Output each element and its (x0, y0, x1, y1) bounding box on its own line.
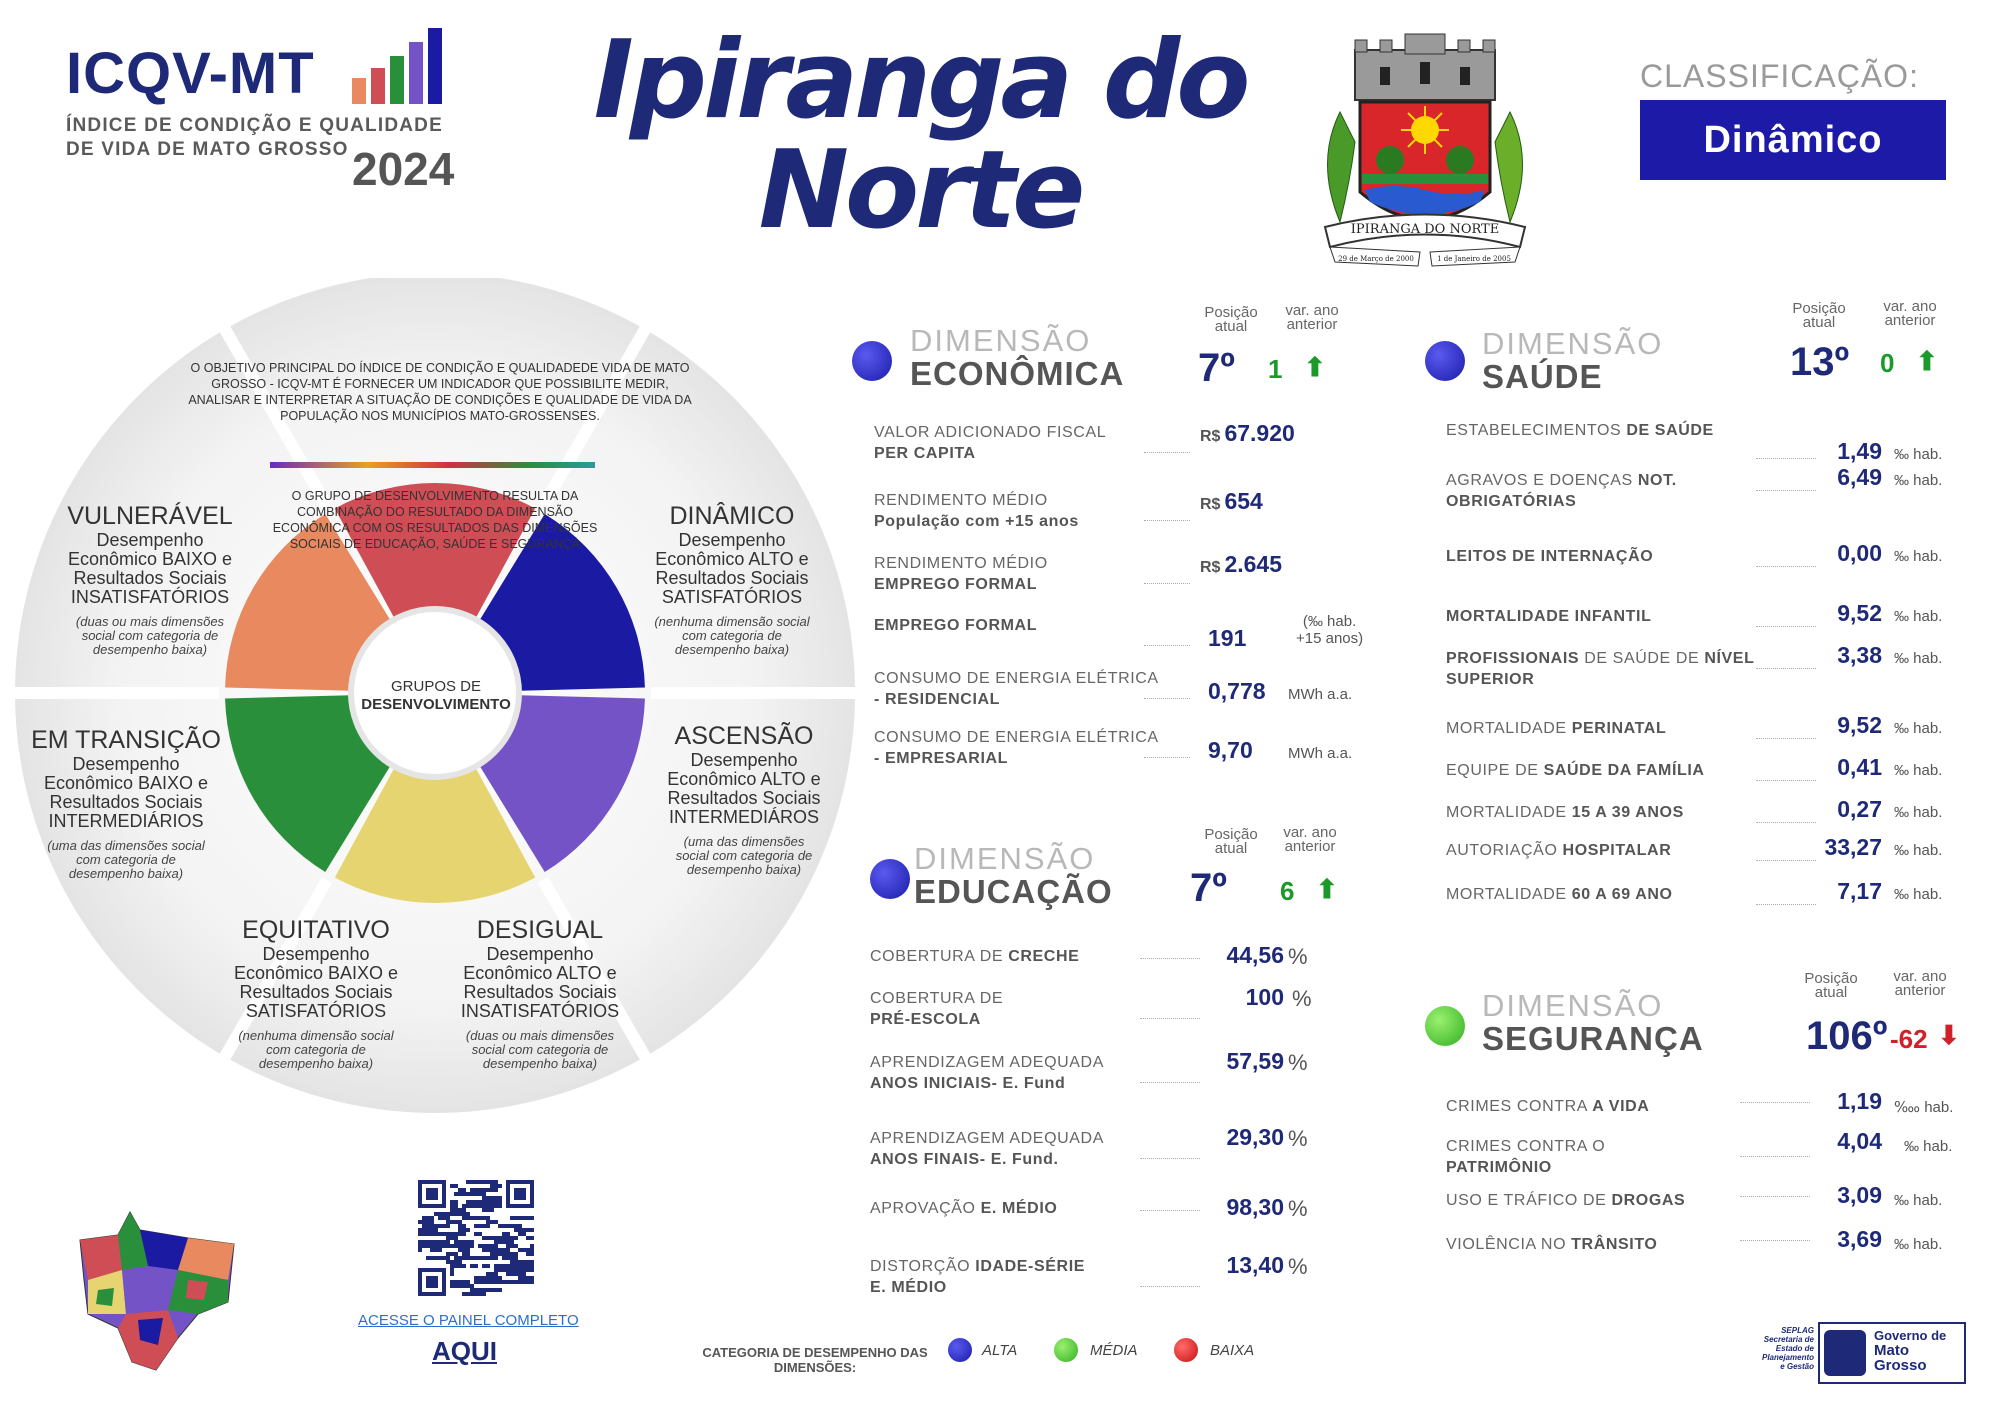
educacao-row-value: 100 (1245, 984, 1284, 1010)
municipality-line2: Norte (758, 128, 1082, 253)
educacao-row-label (870, 988, 1170, 1030)
group-ascensao-desc: Desempenho Econômico ALTO e Resultados Sociais INTERMEDIÁROS (667, 750, 821, 827)
row-label-line1 (1446, 760, 1776, 781)
saude-row-unit: ‰ hab. (1894, 886, 1943, 903)
logo-year: 2024 (352, 143, 455, 195)
row-label-line2: - RESIDENCIAL (874, 691, 1001, 708)
label-part: MORTALIDADE (1446, 804, 1572, 821)
group-ascensao-title: ASCENSÃO (674, 722, 814, 750)
legend-media: MÉDIA (1090, 1342, 1138, 1359)
row-dots (1140, 1286, 1200, 1287)
var-l1: var. ano (1285, 302, 1339, 319)
row-dots (1140, 1082, 1200, 1083)
legend-baixa: BAIXA (1210, 1342, 1255, 1359)
logo-bars-icon (352, 28, 462, 104)
economica-var-header (1272, 304, 1352, 332)
row-dots (1140, 958, 1200, 959)
panel-link[interactable]: ACESSE O PAINEL COMPLETO (358, 1312, 579, 1329)
group-equitativo-desc: Desempenho Econômico BAIXO e Resultados Sociais SATISFATÓRIOS (233, 944, 399, 1021)
pos-l1: Posição (1204, 304, 1258, 321)
saude-row-value: 9,52 (1837, 712, 1882, 738)
row-label-line1 (870, 988, 1170, 1009)
educacao-pos-header (1196, 828, 1266, 856)
group-equitativo (218, 916, 414, 1071)
economica-row-label (874, 615, 1174, 636)
educacao-title-name: EDUCAÇÃO (914, 873, 1113, 910)
row-label-line1 (1446, 1190, 1776, 1211)
educacao-row-label (870, 1052, 1170, 1094)
economica-row-unit (1288, 686, 1352, 703)
unit-line1: MWh a.a. (1288, 745, 1353, 762)
seguranca-row-unit: ‰ hab. (1904, 1138, 1953, 1155)
saude-var-header (1870, 300, 1950, 328)
seguranca-row-label (1446, 1136, 1776, 1178)
row-label-line2: - EMPRESARIAL (874, 750, 1009, 767)
legend-dot-media (1054, 1338, 1078, 1362)
economica-var: 1 (1268, 354, 1283, 384)
group-desigual-note: (duas ou mais dimensões social com categoria de desempenho baixa) (465, 1028, 615, 1071)
saude-row-unit: ‰ hab. (1894, 720, 1943, 737)
seguranca-title-name: SEGURANÇA (1482, 1020, 1704, 1057)
educacao-row-unit: % (1288, 1254, 1308, 1279)
row-label-line1 (1446, 718, 1776, 739)
group-desigual-title: DESIGUAL (476, 916, 604, 944)
qr-code-icon[interactable] (418, 1180, 534, 1296)
label-bold-part: SAÚDE DA FAMÍLIA (1543, 762, 1705, 779)
row-dots (1144, 645, 1190, 646)
value: 654 (1224, 488, 1263, 514)
economica-row-value (1208, 678, 1266, 705)
saude-row-value: 3,38 (1837, 642, 1882, 668)
row-label-line1 (870, 1052, 1170, 1073)
value: 191 (1208, 625, 1247, 651)
label-part: APRENDIZAGEM ADEQUADA (870, 1130, 1104, 1147)
saude-row-value: 7,17 (1837, 878, 1882, 904)
logo-title: ICQV-MT (66, 41, 315, 106)
label-bold-part: IDADE-SÉRIE (975, 1258, 1086, 1275)
economica-title (910, 325, 1124, 391)
pos-l1: Posição (1804, 970, 1858, 987)
saude-title-name: SAÚDE (1482, 358, 1603, 395)
educacao-arrow-icon: ⬆ (1316, 874, 1338, 904)
seguranca-title (1482, 990, 1704, 1056)
var-l1: var. ano (1283, 824, 1337, 841)
classification-label: CLASSIFICAÇÃO: (1640, 58, 1919, 94)
saude-row-value: 1,49 (1837, 438, 1882, 464)
educacao-row-unit: % (1288, 1050, 1308, 1075)
classification-badge: Dinâmico (1640, 100, 1946, 180)
economica-row-unit (1296, 613, 1363, 647)
educacao-row-unit: % (1292, 986, 1312, 1011)
saude-row-value: 0,00 (1837, 540, 1882, 566)
crest-date-right: 1 de Janeiro de 2005 (1437, 255, 1511, 263)
pos-l2: atual (1214, 840, 1248, 857)
economica-row-label (874, 668, 1174, 710)
objective-text: O OBJETIVO PRINCIPAL DO ÍNDICE DE CONDIÇÃO E QUALIDADEDE VIDA DE MATO GROSSO - ICQV-MT É FORNECER UM INDICADOR QUE POSSIBILITE MEDIR, ANALISAR E INTERPRETAR A SITUAÇÃO DE CONDIÇÕES E QUALIDADE DE VIDA DA POPULAÇÃO NOS MUNICÍPIOS MATO-GROSSENSES. (188, 361, 692, 423)
currency-label: R$ (1200, 559, 1221, 576)
label-part: COBERTURA DE (870, 990, 1004, 1007)
saude-row-unit: ‰ hab. (1894, 804, 1943, 821)
label-part: APROVAÇÃO (870, 1200, 981, 1217)
municipality-name (560, 18, 1280, 253)
var-l2: anterior (1286, 316, 1338, 333)
label-bold-part: 60 A 69 ANO (1571, 886, 1673, 903)
label-part: DE SAÚDE DE (1579, 650, 1705, 667)
group-equitativo-title: EQUITATIVO (242, 916, 390, 944)
group-vulneravel-note: (duas ou mais dimensões social com categoria de desempenho baixa) (75, 614, 225, 657)
legend-dot-baixa (1174, 1338, 1198, 1362)
educacao-row-value: 13,40 (1226, 1252, 1284, 1278)
row-label-line2: OBRIGATÓRIAS (1446, 493, 1577, 510)
row-dots (1740, 1102, 1810, 1103)
mato-grosso-map-icon (78, 1210, 236, 1372)
saude-row-value: 33,27 (1824, 834, 1882, 860)
row-label-line1 (1446, 546, 1776, 567)
label-part: AUTORIAÇÃO (1446, 842, 1563, 859)
var-l2: anterior (1894, 982, 1946, 999)
row-label-line1 (1446, 470, 1776, 491)
gov-line3: Grosso (1874, 1357, 1927, 1374)
seguranca-row-value: 3,69 (1837, 1226, 1882, 1252)
economica-arrow-icon: ⬆ (1304, 352, 1326, 382)
label-bold-part: DE SAÚDE (1626, 422, 1714, 439)
economica-row-value (1208, 737, 1253, 764)
label-bold-part: HOSPITALAR (1562, 842, 1672, 859)
group-vulneravel (52, 502, 248, 657)
value: 2.645 (1224, 551, 1283, 577)
unit-line1: MWh a.a. (1288, 686, 1353, 703)
row-label-line1 (870, 1256, 1170, 1277)
saude-row-label (1446, 648, 1776, 690)
label-bold-part: LEITOS DE INTERNAÇÃO (1446, 548, 1654, 565)
gov-line2: Mato (1874, 1342, 1909, 1359)
label-bold-part: CRECHE (1008, 948, 1080, 965)
governo-text (1874, 1328, 1946, 1373)
seguranca-row-value: 4,04 (1837, 1128, 1882, 1154)
row-label-line1: VALOR ADICIONADO FISCAL (874, 424, 1107, 441)
label-bold-part: PROFISSIONAIS (1446, 650, 1580, 667)
row-dots (1144, 757, 1190, 758)
saude-rank: 13º (1790, 340, 1850, 384)
saude-row-label (1446, 718, 1776, 739)
seguranca-rank: 106º (1806, 1014, 1888, 1058)
seguranca-row-unit: ‱ hab. (1894, 1099, 1954, 1116)
economica-title-name: ECONÔMICA (910, 355, 1125, 392)
label-part: USO E TRÁFICO DE (1446, 1192, 1612, 1209)
wheel-center-label (356, 678, 516, 714)
group-transicao-desc: Desempenho Econômico BAIXO e Resultados Sociais INTERMEDIÁRIOS (43, 754, 209, 831)
row-label-line2: E. MÉDIO (870, 1279, 947, 1296)
group-dinamico-note: (nenhuma dimensão social com categoria de desempenho baixa) (654, 614, 810, 657)
economica-row-label (874, 422, 1174, 464)
label-bold-part: PERINATAL (1571, 720, 1667, 737)
group-dinamico-title: DINÂMICO (669, 502, 795, 530)
label-part: CRIMES CONTRA (1446, 1098, 1593, 1115)
saude-row-unit: ‰ hab. (1894, 650, 1943, 667)
group-ascensao (652, 722, 836, 877)
saude-row-label (1446, 606, 1776, 627)
economica-category-dot (852, 341, 892, 381)
saude-row-value: 0,27 (1837, 796, 1882, 822)
row-label-line1 (870, 1198, 1170, 1219)
group-dinamico-desc: Desempenho Econômico ALTO e Resultados Sociais SATISFATÓRIOS (655, 530, 809, 607)
wheel-center-line2: DESENVOLVIMENTO (361, 696, 511, 713)
educacao-title-dim: DIMENSÃO (914, 841, 1096, 876)
label-bold-part: E. MÉDIO (980, 1200, 1058, 1217)
seguranca-title-dim: DIMENSÃO (1482, 988, 1664, 1023)
label-part: MORTALIDADE (1446, 886, 1572, 903)
value: 9,70 (1208, 737, 1253, 763)
row-dots (1140, 1018, 1200, 1019)
governo-shield-icon (1824, 1330, 1866, 1376)
saude-row-label (1446, 760, 1776, 781)
educacao-row-label (870, 946, 1170, 967)
label-part: VIOLÊNCIA NO (1446, 1236, 1572, 1253)
saude-pos-header (1784, 302, 1854, 330)
educacao-row-value: 98,30 (1226, 1194, 1284, 1220)
value: 0,778 (1208, 678, 1266, 704)
row-label-line1 (1446, 420, 1776, 441)
saude-row-label (1446, 840, 1776, 861)
row-dots (1740, 1240, 1810, 1241)
row-label-line1 (1446, 606, 1776, 627)
label-part: MORTALIDADE (1446, 720, 1572, 737)
group-equitativo-note: (nenhuma dimensão social com categoria de desempenho baixa) (238, 1028, 394, 1071)
saude-row-label (1446, 420, 1776, 441)
educacao-rank: 7º (1190, 866, 1227, 910)
seplag-logo: SEPLAG Secretaria de Estado de Planejamento e Gestão (1761, 1326, 1814, 1371)
label-part: ESTABELECIMENTOS (1446, 422, 1627, 439)
economica-row-value (1200, 551, 1282, 578)
group-transicao-note: (uma das dimensões social com categoria de desempenho baixa) (47, 838, 205, 881)
row-label-line1 (1446, 1136, 1776, 1157)
row-label-line2: PATRIMÔNIO (1446, 1159, 1552, 1176)
row-label-line1 (1446, 1234, 1776, 1255)
pos-l1: Posição (1204, 826, 1258, 843)
group-dinamico (640, 502, 824, 657)
group-vulneravel-desc: Desempenho Econômico BAIXO e Resultados Sociais INSATISFATÓRIOS (67, 530, 233, 607)
educacao-row-value: 44,56 (1226, 942, 1284, 968)
row-label-line1 (1446, 802, 1776, 823)
row-label-line1 (870, 1128, 1170, 1149)
row-dots (1144, 520, 1190, 521)
label-bold-part: NÍVEL (1704, 650, 1755, 667)
economica-row-label (874, 553, 1174, 595)
legend-label: CATEGORIA DE DESEMPENHO DAS DIMENSÕES: (702, 1345, 928, 1375)
row-dots (1140, 1158, 1200, 1159)
row-label-line2: ANOS INICIAIS- E. Fund (870, 1075, 1066, 1092)
saude-row-label (1446, 802, 1776, 823)
pos-l2: atual (1802, 314, 1836, 331)
economica-row-value (1208, 625, 1246, 652)
group-vulneravel-title: VULNERÁVEL (67, 502, 233, 530)
group-transicao-title: EM TRANSIÇÃO (31, 726, 221, 754)
saude-row-unit: ‰ hab. (1894, 608, 1943, 625)
row-dots (1144, 583, 1190, 584)
label-bold-part: 15 A 39 ANOS (1571, 804, 1684, 821)
saude-row-label (1446, 884, 1776, 905)
row-label-line1: RENDIMENTO MÉDIO (874, 555, 1048, 572)
group-desigual-desc: Desempenho Econômico ALTO e Resultados Sociais INSATISFATÓRIOS (460, 944, 620, 1021)
var-l1: var. ano (1893, 968, 1947, 985)
row-dots (1144, 698, 1190, 699)
row-dots (1740, 1196, 1810, 1197)
saude-category-dot (1425, 341, 1465, 381)
municipal-crest-icon (1310, 32, 1540, 272)
municipality-line1: Ipiranga do (593, 18, 1247, 143)
saude-row-value: 9,52 (1837, 600, 1882, 626)
saude-arrow-icon: ⬆ (1916, 346, 1938, 376)
saude-row-unit: ‰ hab. (1894, 762, 1943, 779)
educacao-row-unit: % (1288, 1126, 1308, 1151)
aqui-link[interactable]: AQUI (432, 1336, 497, 1366)
educacao-title (914, 843, 1113, 909)
crest-date-left: 29 de Março de 2000 (1338, 255, 1414, 263)
row-label-line2: SUPERIOR (1446, 671, 1535, 688)
economica-row-value (1200, 488, 1263, 515)
row-dots (1740, 1156, 1810, 1157)
governo-mt-logo (1818, 1322, 1966, 1384)
seguranca-row-unit: ‰ hab. (1894, 1236, 1943, 1253)
label-bold-part: DROGAS (1611, 1192, 1686, 1209)
pos-l1: Posição (1792, 300, 1846, 317)
row-label-line1 (870, 946, 1170, 967)
saude-var: 0 (1880, 348, 1895, 378)
group-transicao (28, 726, 224, 881)
label-part: CRIMES CONTRA O (1446, 1138, 1606, 1155)
label-bold-part: A VIDA (1592, 1098, 1650, 1115)
currency-label: R$ (1200, 496, 1221, 513)
saude-row-value: 0,41 (1837, 754, 1882, 780)
economica-pos-header (1196, 306, 1266, 334)
row-label-line1 (1446, 840, 1776, 861)
row-label-line2: EMPREGO FORMAL (874, 576, 1038, 593)
saude-row-label (1446, 546, 1776, 567)
rainbow-divider (270, 462, 595, 468)
label-part: COBERTURA DE (870, 948, 1009, 965)
label-part: APRENDIZAGEM ADEQUADA (870, 1054, 1104, 1071)
legend-alta: ALTA (982, 1342, 1018, 1359)
seguranca-row-label (1446, 1096, 1776, 1117)
economica-row-unit (1288, 745, 1352, 762)
label-bold-part: NOT. (1637, 472, 1677, 489)
label-bold-part: MORTALIDADE INFANTIL (1446, 608, 1652, 625)
economica-row-label (874, 490, 1174, 532)
educacao-row-value: 57,59 (1226, 1048, 1284, 1074)
economica-row-value (1200, 420, 1295, 447)
group-desigual (442, 916, 638, 1071)
educacao-row-unit: % (1288, 1196, 1308, 1221)
row-label-line2: População com +15 anos (874, 513, 1079, 530)
label-part: DISTORÇÃO (870, 1258, 976, 1275)
saude-row-value: 6,49 (1837, 464, 1882, 490)
educacao-var: 6 (1280, 876, 1295, 906)
seguranca-arrow-icon: ⬇ (1938, 1020, 1960, 1050)
crest-ribbon-text: IPIRANGA DO NORTE (1350, 222, 1500, 237)
educacao-row-label (870, 1256, 1170, 1298)
saude-row-unit: ‰ hab. (1894, 446, 1943, 463)
row-label-line1: EMPREGO FORMAL (874, 617, 1038, 634)
educacao-row-value: 29,30 (1226, 1124, 1284, 1150)
row-label-line1: CONSUMO DE ENERGIA ELÉTRICA (874, 670, 1159, 687)
row-label-line1: CONSUMO DE ENERGIA ELÉTRICA (874, 729, 1159, 746)
pos-l2: atual (1814, 984, 1848, 1001)
row-label-line1 (1446, 884, 1776, 905)
wheel-center-line1: GRUPOS DE (390, 678, 481, 695)
educacao-var-header (1270, 826, 1350, 854)
label-part: AGRAVOS E DOENÇAS (1446, 472, 1638, 489)
seguranca-row-unit: ‰ hab. (1894, 1192, 1943, 1209)
seguranca-var: -62 (1890, 1024, 1928, 1054)
saude-row-unit: ‰ hab. (1894, 548, 1943, 565)
saude-row-label (1446, 470, 1776, 512)
group-explanation-text: O GRUPO DE DESENVOLVIMENTO RESULTA DA COMBINAÇÃO DO RESULTADO DA DIMENSÃO ECONÔMICA COM OS RESULTADOS DAS DIMENSÕES SOCIAIS DE EDUCAÇÃO, SAÚDE E SEGURANÇA (272, 489, 598, 551)
seguranca-pos-header (1796, 972, 1866, 1000)
seguranca-var-header (1880, 970, 1960, 998)
var-l2: anterior (1884, 312, 1936, 329)
saude-title-dim: DIMENSÃO (1482, 326, 1664, 361)
row-dots (1144, 452, 1190, 453)
value: 67.920 (1224, 420, 1295, 446)
economica-row-label (874, 727, 1174, 769)
gov-line1: Governo de (1874, 1328, 1947, 1343)
seguranca-row-value: 3,09 (1837, 1182, 1882, 1208)
row-label-line1 (1446, 1096, 1776, 1117)
educacao-row-label (870, 1198, 1170, 1219)
var-l2: anterior (1284, 838, 1336, 855)
seguranca-row-label (1446, 1190, 1776, 1211)
educacao-row-label (870, 1128, 1170, 1170)
row-label-line1 (1446, 648, 1776, 669)
economica-title-dim: DIMENSÃO (910, 323, 1092, 358)
educacao-row-unit: % (1288, 944, 1308, 969)
logo-subtitle: ÍNDICE DE CONDIÇÃO E QUALIDADE DE VIDA DE MATO GROSSO (66, 115, 443, 160)
saude-row-unit: ‰ hab. (1894, 842, 1943, 859)
row-label-line2: ANOS FINAIS- E. Fund. (870, 1151, 1059, 1168)
group-ascensao-note: (uma das dimensões social com categoria de desempenho baixa) (675, 834, 813, 877)
row-label-line2: PRÉ-ESCOLA (870, 1011, 981, 1028)
label-bold-part: TRÂNSITO (1571, 1236, 1658, 1253)
seguranca-category-dot (1425, 1006, 1465, 1046)
pos-l2: atual (1214, 318, 1248, 335)
unit-line1: (‰ hab. (1302, 613, 1357, 630)
row-label-line1: RENDIMENTO MÉDIO (874, 492, 1048, 509)
var-l1: var. ano (1883, 298, 1937, 315)
label-part: EQUIPE DE (1446, 762, 1544, 779)
economica-rank: 7º (1198, 346, 1235, 390)
row-label-line2: PER CAPITA (874, 445, 976, 462)
saude-title (1482, 328, 1663, 394)
seguranca-row-label (1446, 1234, 1776, 1255)
saude-row-unit: ‰ hab. (1894, 472, 1943, 489)
legend-dot-alta (948, 1338, 972, 1362)
unit-line2: +15 anos) (1296, 630, 1364, 647)
seguranca-row-value: 1,19 (1837, 1088, 1882, 1114)
educacao-category-dot (870, 859, 910, 899)
currency-label: R$ (1200, 428, 1221, 445)
row-dots (1140, 1210, 1200, 1211)
